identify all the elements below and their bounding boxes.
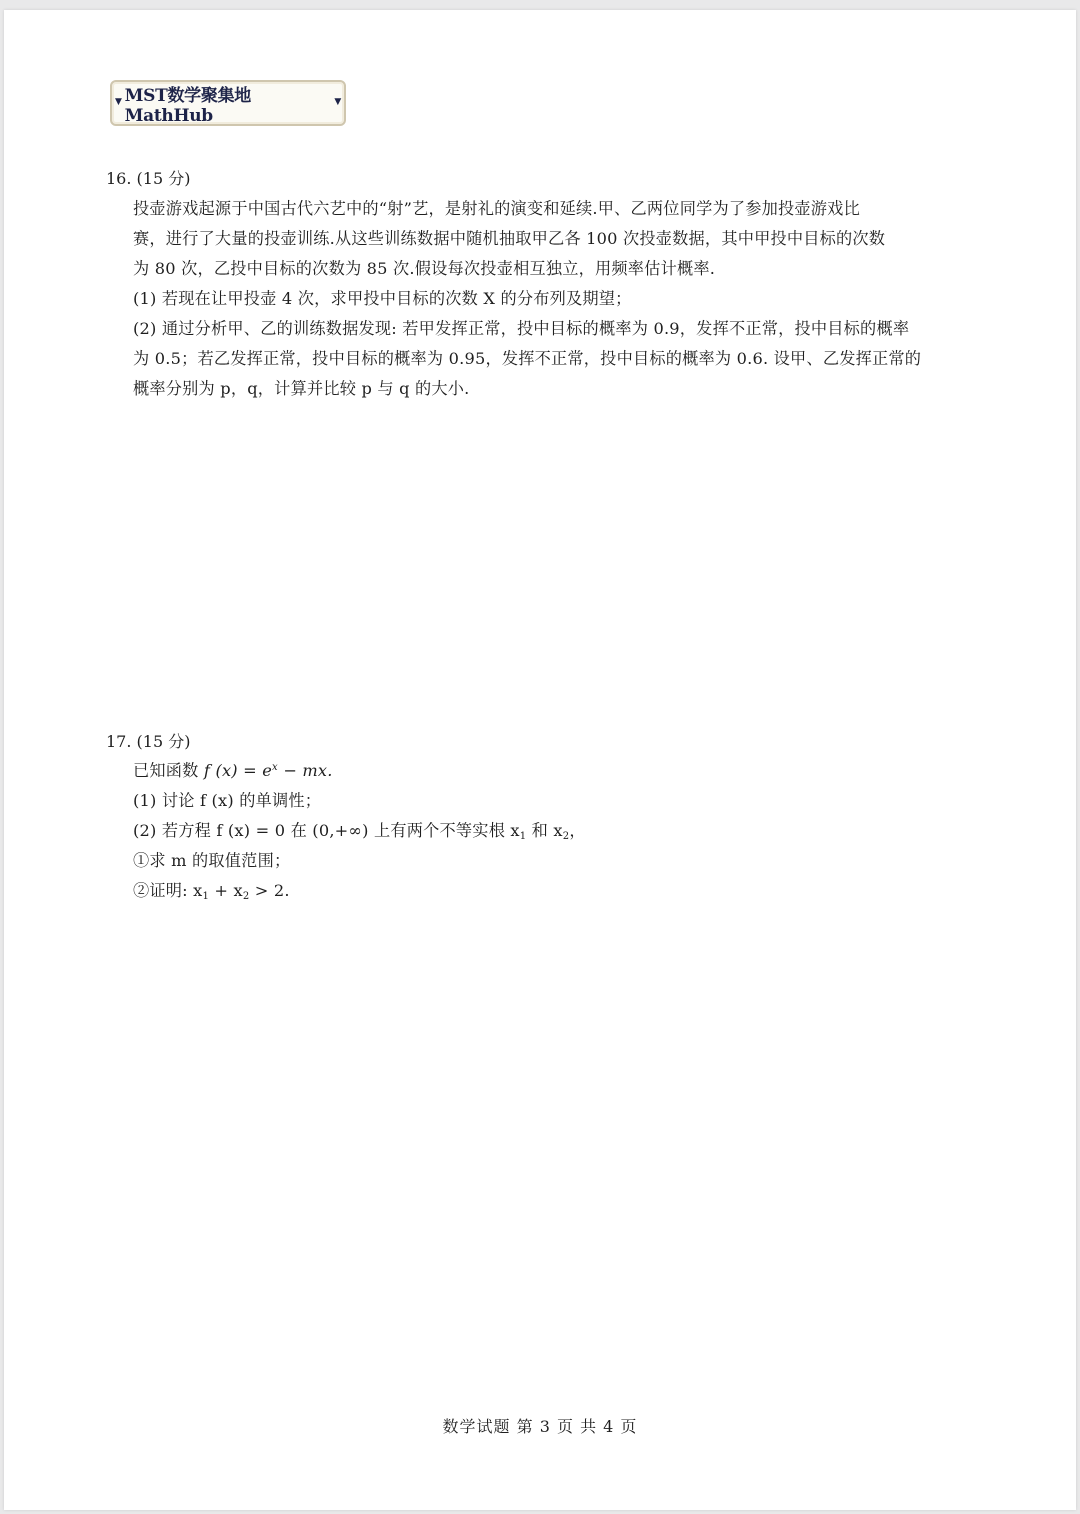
q16-line: 为 0.5；若乙发挥正常，投中目标的概率为 0.95，发挥不正常，投中目标的概率为 0.6. 设甲、乙发挥正常的: [133, 349, 922, 368]
q17-function-def: [133, 756, 979, 786]
q17-formula: − mx.: [277, 761, 333, 780]
q16-part-1: (1) 若现在让甲投壶 4 次，求甲投中目标的次数 X 的分布列及期望；: [133, 289, 632, 308]
triangle-down-icon: ▼: [115, 97, 122, 107]
q17-exponent: x: [272, 762, 278, 773]
q17-part-2: [133, 816, 979, 846]
q16-part-2: (2) 通过分析甲、乙的训练数据发现: 若甲发挥正常，投中目标的概率为 0.9，发挥不正常，投中目标的概率: [133, 319, 910, 338]
q17-text: (2) 若方程 f (x) = 0 在 (0,+∞) 上有两个不等实根 x: [133, 821, 520, 840]
question-16-body: [133, 194, 979, 404]
q17-part-2-1: ①求 m 的取值范围；: [133, 851, 291, 870]
q17-text: 和 x: [526, 821, 563, 840]
page-footer: 数学试题 第 3 页 共 4 页: [442, 1417, 638, 1436]
question-17-number: 17. (15 分): [106, 732, 191, 751]
question-17-body: [133, 756, 979, 906]
q16-line: 概率分别为 p，q，计算并比较 p 与 q 的大小.: [133, 379, 470, 398]
q17-text: + x: [209, 881, 243, 900]
triangle-down-icon: ▼: [334, 97, 341, 107]
q16-line: 投壶游戏起源于中国古代六艺中的“射”艺，是射礼的演变和延续.甲、乙两位同学为了参加投壶游戏比: [133, 199, 860, 218]
q16-line: 为 80 次，乙投中目标的次数为 85 次.假设每次投壶相互独立，用频率估计概率.: [133, 259, 716, 278]
q17-subscript: 1: [202, 891, 210, 902]
q17-text: 已知函数: [133, 761, 204, 780]
logo-text: MST数学聚集地MathHub: [124, 85, 251, 126]
q16-line: 赛，进行了大量的投壶训练.从这些训练数据中随机抽取甲乙各 100 次投壶数据，其中甲投中目标的次数: [133, 229, 886, 248]
question-16-number: 16. (15 分): [106, 169, 191, 188]
q17-text: > 2.: [249, 881, 290, 900]
q17-formula: f (x) = e: [203, 761, 273, 780]
q17-subscript: 1: [519, 831, 527, 842]
q17-part-1: (1) 讨论 f (x) 的单调性；: [133, 791, 322, 810]
q17-text: ②证明: x: [133, 881, 203, 900]
q17-subscript: 2: [562, 831, 570, 842]
q17-subscript: 2: [242, 891, 250, 902]
q17-part-2-2: [133, 876, 979, 906]
q17-text: ，: [569, 821, 586, 840]
mathhub-logo-badge: [110, 80, 346, 126]
